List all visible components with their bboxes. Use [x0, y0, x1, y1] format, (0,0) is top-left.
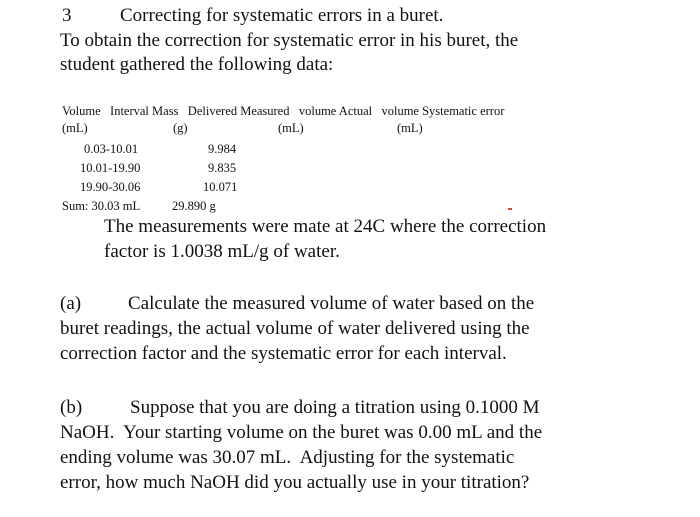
note-line-2: factor is 1.0038 mL/g of water.	[104, 241, 340, 262]
intro-line-2: student gathered the following data:	[60, 54, 334, 75]
table-row-mass: 9.984	[208, 142, 237, 156]
part-a-line-3: correction factor and the systematic error for each interval.	[60, 343, 507, 364]
table-header-unit-actual: (mL)	[397, 121, 423, 135]
part-b-label: (b)	[60, 397, 83, 418]
table-row-mass: 10.071	[203, 180, 238, 194]
table-header-unit-volume: (mL)	[62, 121, 88, 135]
problem-number: 3	[62, 5, 72, 26]
part-b-line-2: NaOH. Your starting volume on the buret was 0.00 mL and the	[60, 422, 543, 443]
table-row-mass: 9.835	[208, 161, 237, 175]
table-row-interval: 10.01-19.90	[80, 161, 141, 175]
note-line-1: The measurements were mate at 24C where the correction	[104, 216, 547, 237]
part-a-line-2: buret readings, the actual volume of water delivered using the	[60, 318, 530, 339]
table-header-unit-mass: (g)	[173, 121, 188, 135]
part-b-line-3: ending volume was 30.07 mL. Adjusting for the systematic	[60, 447, 515, 468]
table-header-unit-measured: (mL)	[278, 121, 304, 135]
part-a-line-1: Calculate the measured volume of water based on the	[128, 293, 535, 314]
intro-line-1: To obtain the correction for systematic error in his buret, the	[60, 30, 519, 51]
table-header-row-1: Volume Interval Mass Delivered Measured volume Actual volume Systematic error	[62, 104, 505, 118]
red-mark	[508, 208, 512, 210]
part-b-line-1: Suppose that you are doing a titration using 0.1000 M	[130, 397, 540, 418]
table-row-interval: 19.90-30.06	[80, 180, 141, 194]
table-row-interval: 0.03-10.01	[84, 142, 139, 156]
part-a-label: (a)	[60, 293, 82, 314]
problem-title: Correcting for systematic errors in a buret.	[120, 5, 444, 26]
table-sum-label: Sum: 30.03 mL	[62, 199, 141, 213]
table-sum-mass: 29.890 g	[172, 199, 216, 213]
part-b-line-4: error, how much NaOH did you actually use in your titration?	[60, 472, 530, 493]
